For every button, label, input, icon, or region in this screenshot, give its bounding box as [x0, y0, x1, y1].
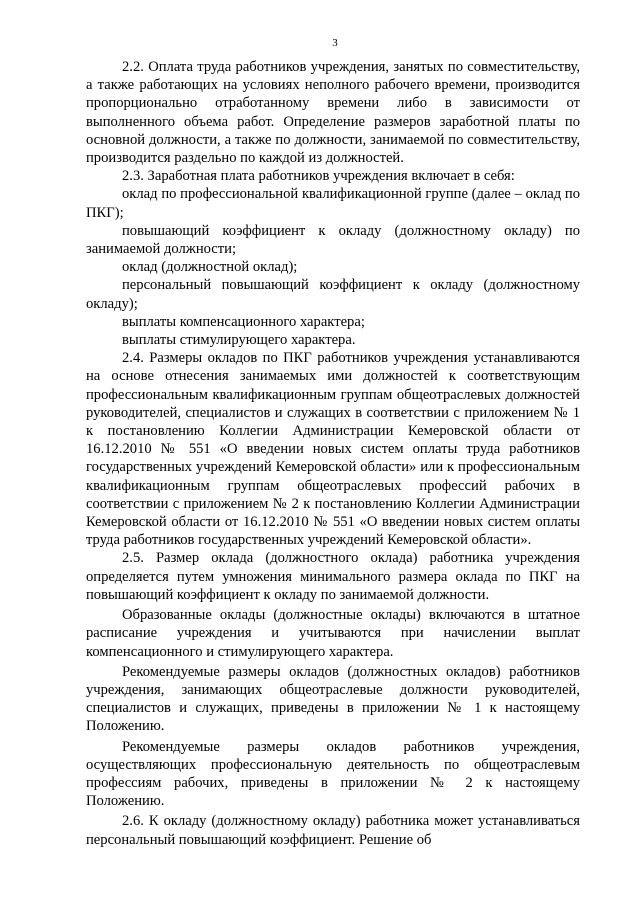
list-item-pkg-salary: оклад по профессиональной квалификационной группе (далее – оклад по ПКГ);: [86, 186, 580, 221]
list-item-personal-coefficient: персональный повышающий коэффициент к окладу (должностному окладу);: [86, 277, 580, 312]
paragraph-appendix-2: Рекомендуемые размеры окладов работников учреждения, осуществляющих профессиональную деятельность по общеотраслевым профессиям рабочих, приведены в приложении № 2 к настоящему Положению.: [86, 738, 580, 810]
paragraph-2-3: 2.3. Заработная плата работников учреждения включает в себя:: [122, 168, 515, 185]
list-item-incentive-payments: выплаты стимулирующего характера.: [122, 332, 356, 349]
page-number: 3: [332, 37, 338, 49]
paragraph-staff-schedule: Образованные оклады (должностные оклады) включаются в штатное расписание учреждения и учитываются при начислении выплат компенсационного и стимулирующего характера.: [86, 607, 580, 660]
paragraph-2-2: 2.2. Оплата труда работников учреждения, занятых по совместительству, а также работающих на условиях неполного рабочего времени, производится пропорционально отработанному времени либо в зависимости от выполненного объема работ. Определение размеров заработной платы по основной должности, а также по должности, занимаемой по совместительству, производится раздельно по каждой из должностей.: [86, 59, 580, 167]
list-item-salary: оклад (должностной оклад);: [122, 259, 298, 276]
document-body: [86, 58, 580, 849]
paragraph-2-4: 2.4. Размеры окладов по ПКГ работников учреждения устанавливаются на основе отнесения занимаемых ими должностей к соответствующим профессиональным квалификационным группам общеотраслевых должностей руководителей, специалистов и служащих в соответствии с приложением № 1 к постановлению Коллегии Администрации Кемеровской области от 16.12.2010 № 551 «О введении новых систем оплаты труда работников государственных учреждений Кемеровской области» или к профессиональным квалификационным группам общеотраслевых профессий рабочих в соответствии с приложением № 2 к постановлению Коллегии Администрации Кемеровской области от 16.12.2010 № 551 «О введении новых систем оплаты труда работников государственных учреждений Кемеровской области».: [86, 350, 580, 549]
paragraph-appendix-1: Рекомендуемые размеры окладов (должностных окладов) работников учреждения, занимающих общеотраслевые должности руководителей, специалистов и служащих, приведены в приложении № 1 к настоящему Положению.: [86, 663, 580, 735]
paragraph-2-5: 2.5. Размер оклада (должностного оклада) работника учреждения определяется путем умножения минимального размера оклада по ПКГ на повышающий коэффициент к окладу по занимаемой должности.: [86, 550, 580, 603]
list-item-position-coefficient: повышающий коэффициент к окладу (должностному окладу) по занимаемой должности;: [86, 222, 580, 258]
paragraph-2-6: 2.6. К окладу (должностному окладу) работника может устанавливаться персональный повышающий коэффициент. Решение об: [86, 813, 580, 848]
list-item-compensation-payments: выплаты компенсационного характера;: [122, 313, 365, 330]
